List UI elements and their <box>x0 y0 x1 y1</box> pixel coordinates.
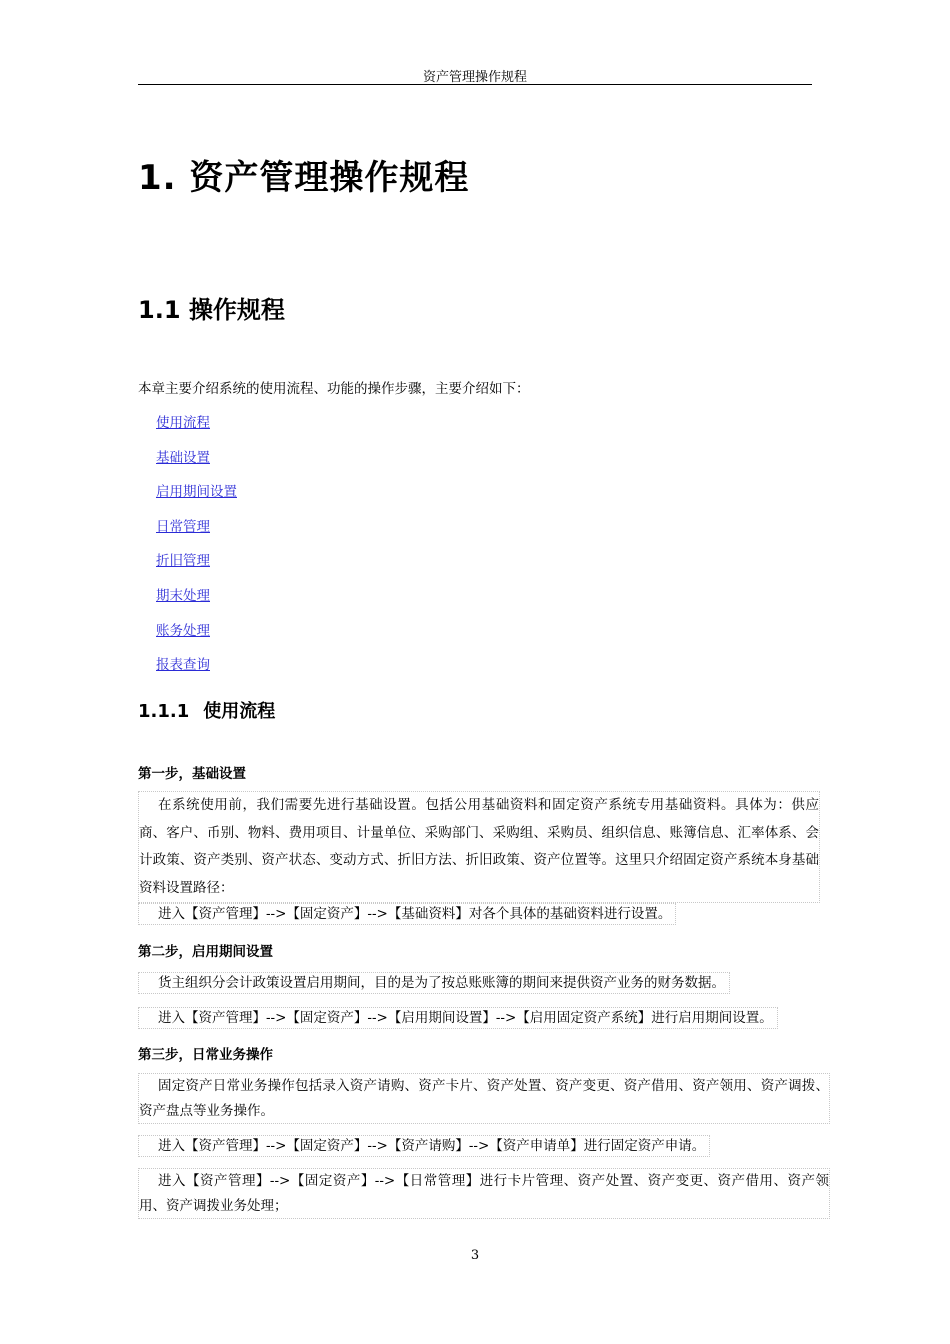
toc-link-accounting[interactable]: 账务处理 <box>156 622 210 639</box>
subsection-number: 1.1.1 <box>138 701 190 722</box>
toc-item <box>156 446 237 481</box>
step3-paragraph: 固定资产日常业务操作包括录入资产请购、资产卡片、资产处置、资产变更、资产借用、资产领用、资产调拨、资产盘点等业务操作。 <box>138 1073 830 1124</box>
toc-item <box>156 480 237 515</box>
chapter-heading: 1. 资产管理操作规程 <box>138 158 470 198</box>
toc-link-period-settings[interactable]: 启用期间设置 <box>156 484 237 501</box>
toc-link-depreciation[interactable]: 折旧管理 <box>156 553 210 570</box>
step2-path: 进入【资产管理】-->【固定资产】-->【启用期间设置】-->【启用固定资产系统】进行启用期间设置。 <box>138 1007 778 1029</box>
toc-link-reports[interactable]: 报表查询 <box>156 657 210 674</box>
toc-link-daily-management[interactable]: 日常管理 <box>156 518 210 535</box>
step3-path-daily: 进入【资产管理】-->【固定资产】-->【日常管理】进行卡片管理、资产处置、资产变更、资产借用、资产领用、资产调拨业务处理； <box>138 1168 830 1219</box>
toc-list <box>156 411 237 688</box>
toc-item <box>156 515 237 550</box>
toc-item <box>156 584 237 619</box>
toc-link-period-end[interactable]: 期末处理 <box>156 587 210 604</box>
step3-title: 第三步，日常业务操作 <box>138 1047 273 1063</box>
step2-paragraph: 货主组织分会计政策设置启用期间，目的是为了按总账账簿的期间来提供资产业务的财务数据。 <box>138 972 730 994</box>
step1-title: 第一步，基础设置 <box>138 766 246 782</box>
step2-title: 第二步，启用期间设置 <box>138 944 273 960</box>
section-heading: 1.1 操作规程 <box>138 296 285 324</box>
toc-link-usage-flow[interactable]: 使用流程 <box>156 415 210 431</box>
step1-paragraph: 在系统使用前，我们需要先进行基础设置。包括公用基础资料和固定资产系统专用基础资料。具体为：供应商、客户、币别、物料、费用项目、计量单位、采购部门、采购组、采购员、组织信息、账簿信息、汇率体系、会计政策、资产类别、资产状态、变动方式、折旧方法、折旧政策、资产位置等。这里只介绍固定资产系统本身基础资料设置路径： <box>138 791 820 903</box>
step1-path: 进入【资产管理】-->【固定资产】-->【基础资料】对各个具体的基础资料进行设置。 <box>138 903 676 925</box>
toc-link-basic-settings[interactable]: 基础设置 <box>156 449 210 466</box>
toc-item <box>156 619 237 654</box>
subsection-heading <box>138 697 275 723</box>
toc-item <box>156 653 237 688</box>
page-header-title: 资产管理操作规程 <box>422 70 527 85</box>
step3-path-apply: 进入【资产管理】-->【固定资产】-->【资产请购】-->【资产申请单】进行固定资产申请。 <box>138 1135 710 1157</box>
page-number: 3 <box>470 1248 480 1263</box>
header-divider <box>138 84 812 85</box>
intro-text: 本章主要介绍系统的使用流程、功能的操作步骤，主要介绍如下： <box>138 381 530 397</box>
toc-item <box>156 411 237 446</box>
subsection-title: 使用流程 <box>203 701 276 722</box>
toc-item <box>156 549 237 584</box>
